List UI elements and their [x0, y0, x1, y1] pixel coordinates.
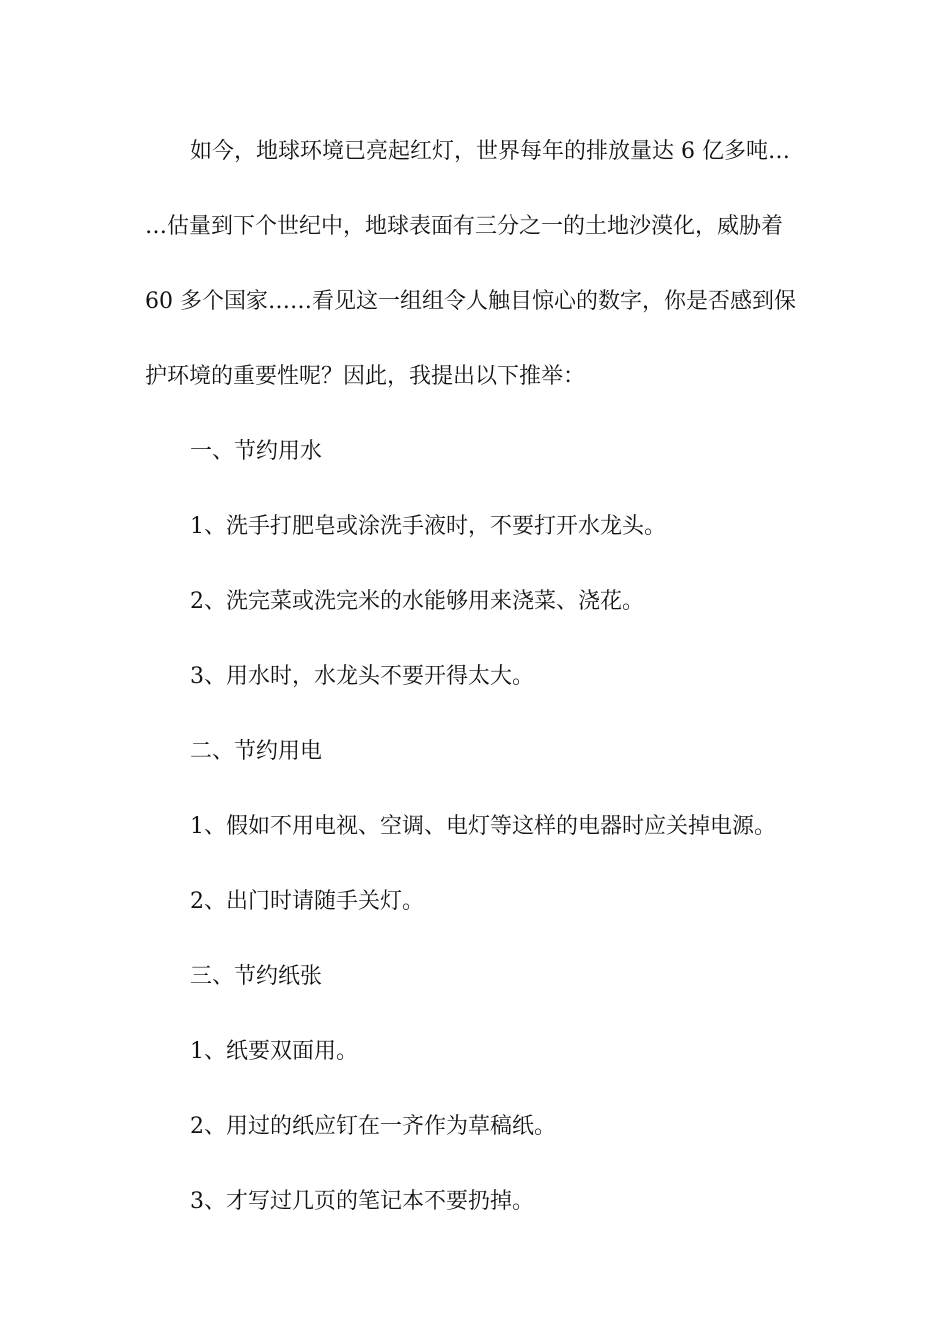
intro-line-4: 护环境的重要性呢？因此，我提出以下推举：: [145, 364, 586, 389]
list-item: 1、洗手打肥皂或涂洗手液时，不要打开水龙头。: [190, 514, 666, 539]
section-heading-electricity: 二、节约用电: [190, 739, 323, 764]
list-item: 2、出门时请随手关灯。: [190, 889, 424, 914]
section-heading-water: 一、节约用水: [190, 439, 323, 464]
list-item: 1、纸要双面用。: [190, 1039, 358, 1064]
list-item: 3、才写过几页的笔记本不要扔掉。: [190, 1189, 534, 1214]
intro-line-1: 如今，地球环境已亮起红灯，世界每年的排放量达 6 亿多吨…: [190, 139, 790, 164]
section-heading-paper: 三、节约纸张: [190, 964, 323, 989]
intro-line-3: 60 多个国家……看见这一组组令人触目惊心的数字，你是否感到保: [145, 289, 796, 314]
list-item: 2、洗完菜或洗完米的水能够用来浇菜、浇花。: [190, 589, 644, 614]
list-item: 2、用过的纸应钉在一齐作为草稿纸。: [190, 1114, 556, 1139]
intro-line-2: …估量到下个世纪中，地球表面有三分之一的土地沙漠化，威胁着: [145, 214, 784, 239]
list-item: 1、假如不用电视、空调、电灯等这样的电器时应关掉电源。: [190, 814, 776, 839]
list-item: 3、用水时，水龙头不要开得太大。: [190, 664, 534, 689]
